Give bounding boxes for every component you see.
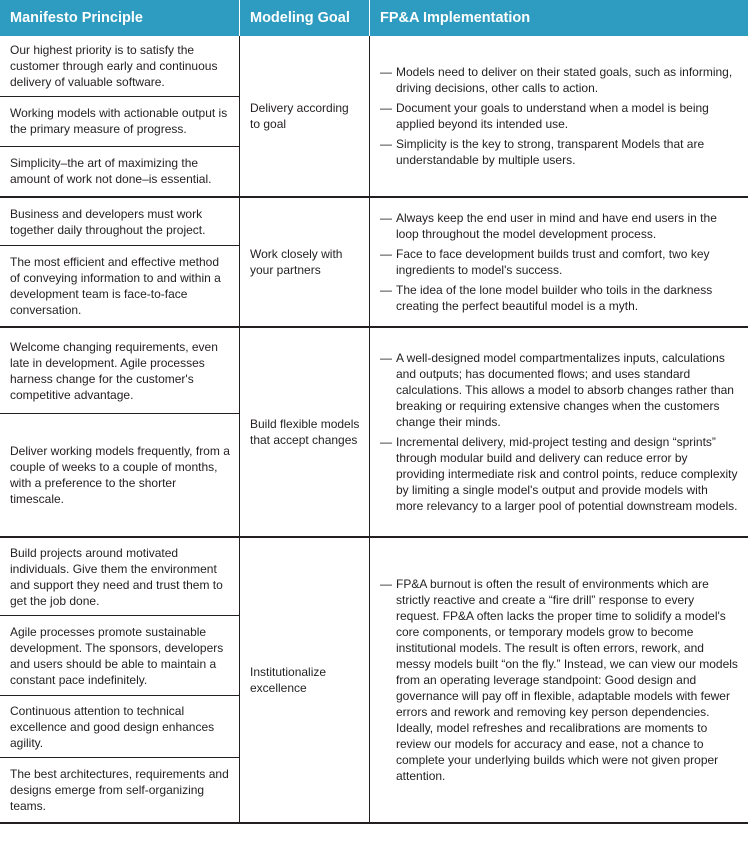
table-header: [0, 0, 748, 36]
table-group-excellence: [0, 538, 748, 824]
principle-item: Simplicity–the art of maximizing the amount of work not done–is essential.: [10, 156, 212, 187]
principle-item: The best architectures, requirements and designs emerge from self-organizing teams.: [10, 767, 229, 813]
header-modeling-goal: Modeling Goal: [240, 0, 370, 36]
implementation-item: — FP&A burnout is often the result of environments which are strictly reactive and create a “fire drill” response to every request. FP&A often lacks the proper time to solidify a model's core components, or temporary models grow to become institutional models. The result is often errors, rework, and messy models built “on the fly.” Instead, we can view our models from an operating leverage standpoint: Good design and governance will pay off in flexible, adaptable models with fewer errors and rework and removing key person dependencies. Ideally, model refreshes and recalibrations are moments to review our models for accuracy and ease, not a chance to complete your underlying builds which were not given proper attention.: [380, 577, 738, 783]
implementation-cell: [370, 328, 748, 536]
header-fpa-implementation: FP&A Implementation: [380, 10, 531, 26]
principle-item: Agile processes promote sustainable development. The sponsors, developers and users should be able to maintain a constant pace indefinitely.: [0, 616, 239, 696]
table-group-delivery: [0, 36, 748, 198]
modeling-goal-cell: Work closely with your partners: [240, 198, 370, 326]
principle-item: Welcome changing requirements, even late in development. Agile processes harness change for the customer's competitive advantage.: [0, 328, 239, 414]
header-manifesto-principle: Manifesto Principle: [0, 0, 240, 36]
principles-cell: [0, 36, 240, 196]
implementation-cell: [370, 198, 748, 326]
dash-bullet: —: [380, 101, 392, 115]
implementation-item: — Models need to deliver on their stated goals, such as informing, driving decisions, other calls to action.: [380, 65, 733, 95]
modeling-goal-cell: Institutionalize excellence: [240, 538, 370, 822]
principle-item: The most efficient and effective method of conveying information to and within a development team is face-to-face conversation.: [10, 255, 221, 317]
implementation-cell: [370, 36, 748, 196]
implementation-item: — Always keep the end user in mind and have end users in the loop throughout the model development process.: [380, 211, 717, 241]
dash-bullet: —: [380, 435, 392, 449]
dash-bullet: —: [380, 211, 392, 225]
implementation-item: — Incremental delivery, mid-project testing and design “sprints” through modular build and delivery can reduce error by providing intermediate risk and control points, reduce complexity by limiting a single model's output and provide models with more relevancy to a larger pool of potential downstream models.: [380, 435, 738, 513]
principle-item: Business and developers must work together daily throughout the project.: [0, 198, 239, 246]
dash-bullet: —: [380, 247, 392, 261]
principle-item: Build projects around motivated individuals. Give them the environment and support they need and trust them to get the job done.: [0, 538, 239, 616]
principle-item: Working models with actionable output is the primary measure of progress.: [0, 97, 239, 146]
principle-item: Our highest priority is to satisfy the customer through early and continuous delivery of valuable software.: [0, 36, 239, 97]
principles-cell: [0, 328, 240, 536]
implementation-item: — Simplicity is the key to strong, transparent Models that are understandable by multiple users.: [380, 137, 705, 167]
dash-bullet: —: [380, 577, 392, 591]
principles-cell: [0, 198, 240, 326]
dash-bullet: —: [380, 283, 392, 297]
table-group-partners: [0, 198, 748, 328]
principle-item: Deliver working models frequently, from a couple of weeks to a couple of months, with a preference to the shorter timescale.: [10, 444, 230, 506]
table-group-flexible: [0, 328, 748, 538]
modeling-goal-cell: Delivery according to goal: [240, 36, 370, 196]
implementation-item: — Document your goals to understand when a model is being applied beyond its intended use.: [380, 101, 709, 131]
principle-item: Continuous attention to technical excellence and good design enhances agility.: [0, 696, 239, 758]
implementation-item: — The idea of the lone model builder who toils in the darkness creating the perfect beautiful model is a myth.: [380, 283, 713, 313]
implementation-item: — A well-designed model compartmentalizes inputs, calculations and outputs; has documented flows; and uses standard calculations. This allows a model to absorb changes rather than breaking or requiring extensive changes when the customers change their minds.: [380, 351, 734, 429]
modeling-goal-cell: Build flexible models that accept changes: [240, 328, 370, 536]
dash-bullet: —: [380, 351, 392, 365]
dash-bullet: —: [380, 65, 392, 79]
dash-bullet: —: [380, 137, 392, 151]
principles-cell: [0, 538, 240, 822]
implementation-item: — Face to face development builds trust and comfort, two key ingredients to model's success.: [380, 247, 710, 277]
implementation-cell: [370, 538, 748, 822]
